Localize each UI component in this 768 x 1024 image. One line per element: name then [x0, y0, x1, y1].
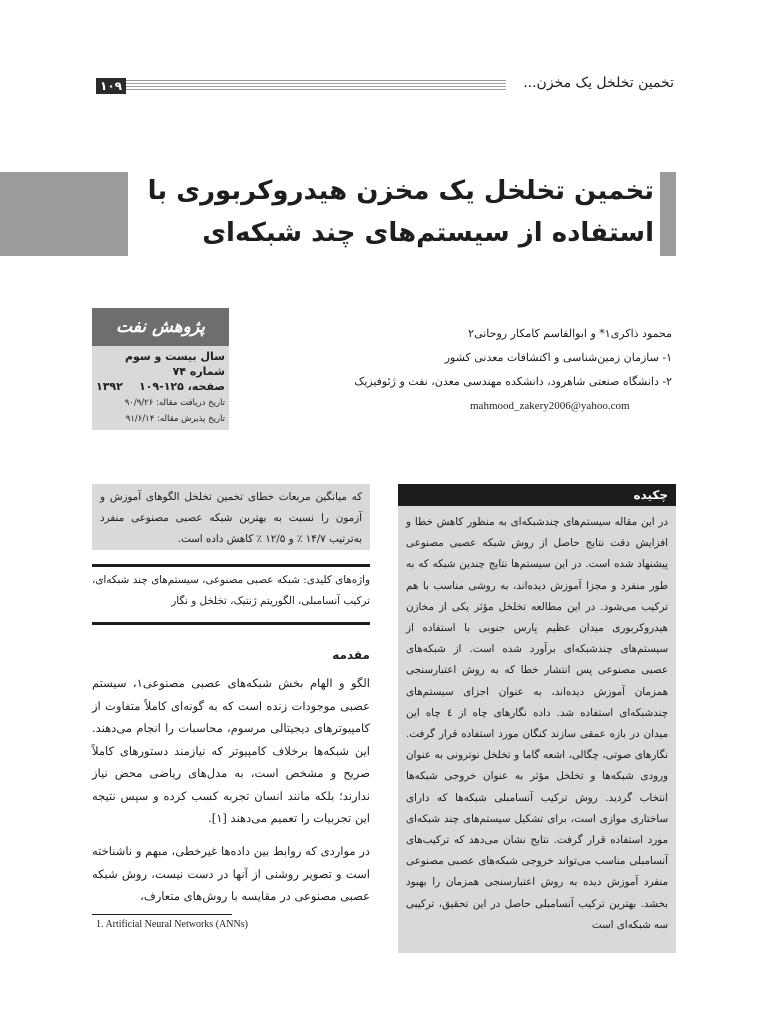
keywords-top-rule	[92, 564, 370, 567]
introduction-paragraph-1: الگو و الهام بخش شبکه‌های عصبی مصنوعی۱، سیستم عصبی موجودات زنده است که به گونه‌ای کاملاً متفاوت از کامپیوترهای دیجیتالی مرسوم، محاسبات را انجام می‌دهند. این شبکه‌ها برخلاف کامپیوتر که نیازمند دستورهای کاملاً صریح و مشخص است، به مدل‌های ریاضی محض نیاز ندارند؛ بلکه مانند انسان تجربه کسب کرده و سپس نتیجه این تجربیات را تعمیم می‌دهند [۱].	[92, 676, 370, 825]
article-title: تخمین تخلخل یک مخزن هیدروکربوری با استفاده از سیستم‌های چند شبکه‌ای	[147, 176, 654, 248]
journal-pages: صفحه، ۱۲۵-۱۰۹	[138, 380, 225, 393]
title-band-left	[0, 172, 128, 256]
journal-info-box	[92, 308, 229, 430]
abstract-heading: چکیده	[398, 484, 676, 506]
footnote: 1. Artificial Neural Networks (ANNs)	[96, 919, 248, 930]
introduction-heading: مقدمه	[332, 648, 370, 662]
header-rule-lines	[126, 80, 506, 92]
author-names: محمود ذاکری۱* و ابوالقاسم کامکار روحانی۲	[468, 327, 672, 340]
journal-volume: سال بیست و سوم	[124, 350, 225, 363]
affiliation-1: ۱- سازمان زمین‌شناسی و اکتشافات معدنی کشور	[444, 351, 672, 364]
abstract-body: در این مقاله سیستم‌های چندشبکه‌ای به منظور کاهش خطا و افزایش دقت نتایج حاصل از روش شبکه عصبی مصنوعی پیشنهاد شده است. در این سیستم‌ها نتایج چندین شبکه که به طور منفرد و مجزا آموزش دیده‌اند، به روشی مناسب با هم ترکیب می‌شود. در این مطالعه تخلخل مؤثر یکی از مخازن هیدروکربوری میدان عظیم پارس جنوبی با استفاده از سیستم‌های چندشبکه‌ای برآورد شده است. از شبکه‌های عصبی مصنوعی پس انتشار خطا که به روش اعتبارسنجی همزمان آموزش دیده‌اند، به عنوان اجزای سیستم‌های چندشبکه‌ای استفاده شد. داده نگارهای چاه از ٤ چاه این میدان در بازه عمقی سازند کنگان مورد استفاده قرار گرفت. نگارهای صوتی، چگالی، اشعه گاما و تخلخل نوترونی به عنوان ورودی شبکه‌ها و تخلخل مؤثر به عنوان خروجی شبکه‌ها انتخاب گردید. روش ترکیب آنسامبلی شبکه‌ها که دارای ساختاری موازی است، برای تشکیل سیستم‌های چند شبکه‌ای مورد استفاده قرار گرفت. نتایج نشان می‌دهد که ترکیب‌های آنسامبلی مناسب می‌تواند خروجی شبکه‌های عصبی مصنوعی منفرد آموزش دیده به روش اعتبارسنجی همزمان را بهبود بخشد. بهترین ترکیب آنسامبلی حاصل در این تحقیق، ترکیبی سه شبکه‌ای است	[398, 506, 676, 953]
affiliation-2: ۲- دانشگاه صنعتی شاهرود، دانشکده مهندسی معدن، نفت و ژئوفیزیک	[354, 375, 672, 388]
journal-year: ۱۳۹۲	[96, 380, 123, 393]
keywords: واژه‌های کلیدی: شبکه عصبی مصنوعی، سیستم‌های چند شبکه‌ای، ترکیب آنسامبلی، الگوریتم ژنتیک، تخلخل و نگار	[92, 574, 370, 607]
journal-logo: پژوهش نفت	[92, 308, 229, 346]
journal-issue: شماره ۷۴	[172, 365, 225, 378]
title-band-right	[660, 172, 676, 256]
footnote-rule	[92, 914, 232, 915]
page-number: ۱۰۹	[96, 78, 126, 94]
keywords-bottom-rule	[92, 622, 370, 625]
accepted-date: تاریخ پذیرش مقاله: ۹۱/۶/۱۴	[125, 414, 225, 424]
abstract-continuation: که میانگین مربعات خطای تخمین تخلخل الگوهای آموزش و آزمون را نسبت به بهترین شبکه عصبی مصنوعی منفرد به‌ترتیب ۱۴/۷ ٪ و ۱۲/۵ ٪ کاهش داده است.	[92, 484, 370, 550]
introduction-paragraph-2: در مواردی که روابط بین داده‌ها غیرخطی، مبهم و ناشناخته است و تصویر روشنی از آنها در دست نیست، روش شبکه عصبی مصنوعی در مقایسه با روش‌های متعارف،	[92, 844, 370, 903]
author-email[interactable]: mahmood_zakery2006@yahoo.com	[470, 400, 630, 412]
received-date: تاریخ دریافت مقاله: ۹۰/۹/۲۶	[124, 398, 225, 408]
running-title: تخمین تخلخل یک مخزن...	[523, 75, 674, 91]
